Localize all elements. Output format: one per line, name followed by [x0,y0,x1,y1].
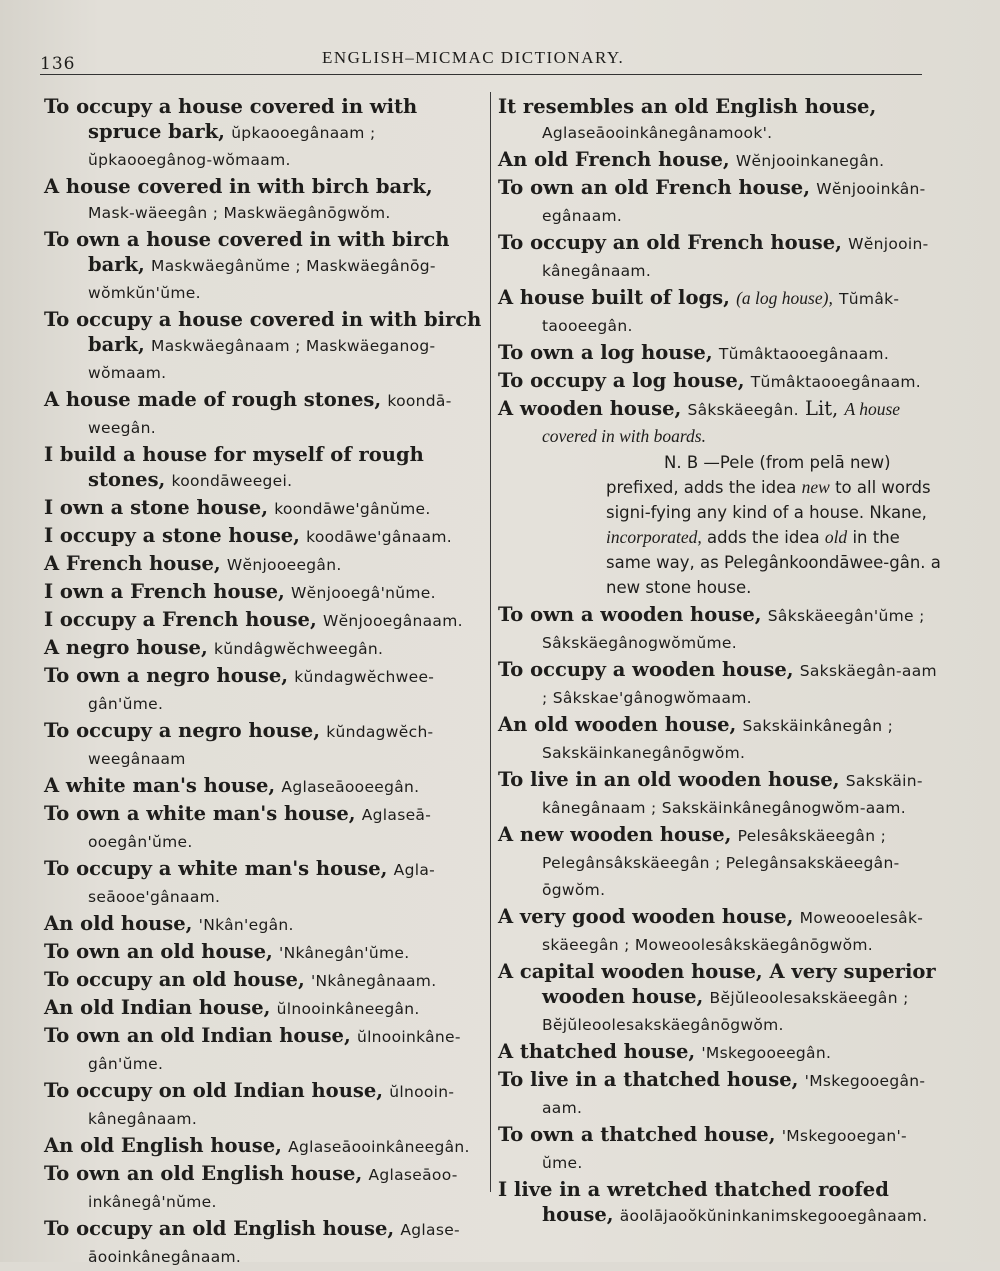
entry-micmac: Wĕnjooegânaam. [322,612,463,630]
dictionary-entry [44,1078,484,1132]
entry-headword: An old Indian house, [44,996,271,1019]
dictionary-entry [498,285,944,339]
page-number: 136 [40,54,76,74]
entry-headword: To own an old English house, [44,1162,363,1185]
entry-micmac: Sâkskäeegân. [687,401,799,419]
header-rule [40,74,922,75]
entry-micmac: koodāwe'gânaam. [306,528,453,546]
entry-micmac: ŭlnooinkâneegân. [276,1000,420,1018]
dictionary-entry [498,175,944,229]
entry-headword: To own a wooden house, [498,603,762,626]
entry-headword: A negro house, [44,636,208,659]
entry-headword: An old house, [44,912,193,935]
entry-micmac: Tŭmâktaooegânaam. [718,345,890,363]
entry-micmac: Tŭmâk-taooeegân. [542,290,900,335]
entry-headword: To own a negro house, [44,664,289,687]
entry-headword: To occupy an old English house, [44,1217,395,1240]
entry-gloss: (a log house), [736,288,833,308]
dictionary-entry [498,396,944,449]
dictionary-entry [44,1161,484,1215]
entry-micmac: Agla-seāooe'gânaam. [88,861,436,906]
entry-headword: To occupy a house covered in with birch bark, [44,308,482,356]
entry-headword: A house made of rough stones, [44,388,382,411]
entry-headword: To own a house covered in with birch bark, [44,228,450,276]
entry-micmac: 'Mskegooegân-aam. [542,1072,926,1117]
entry-micmac: kŭndâgwĕchweegân. [213,640,384,658]
entry-micmac: kŭndagwĕchwee-gân'ŭme. [88,668,435,713]
dictionary-entry [498,712,944,766]
dictionary-entry [498,1177,944,1229]
entry-micmac: Aglaseāooinkâneegân. [288,1138,470,1156]
entry-micmac: Aglaseā-ooegân'ŭme. [88,806,432,851]
dictionary-entry [44,94,484,173]
dictionary-entry [44,718,484,772]
left-column [44,94,484,1271]
dictionary-entry [498,94,944,146]
entry-headword: I own a stone house, [44,496,268,519]
entry-micmac: Wĕnjooeegân. [226,556,342,574]
entry-note: Lit, [805,397,839,420]
entry-headword: To own an old French house, [498,176,810,199]
dictionary-entry [44,495,484,522]
entry-micmac: Bĕjŭleoolesakskäeegân ; Bĕjŭleoolesakskäegânōgwŏm. [542,989,909,1034]
dictionary-entry [44,442,484,494]
entry-micmac: ŭlnooinkâne-gân'ŭme. [88,1028,461,1073]
entry-headword: A white man's house, [44,774,276,797]
entry-headword: An old English house, [44,1134,282,1157]
dictionary-entry [498,1039,944,1066]
entry-headword: To occupy on old Indian house, [44,1079,384,1102]
entry-micmac: 'Nkânegânaam. [310,972,437,990]
entry-micmac: koondāweegei. [171,472,293,490]
entry-micmac: 'Mskegooegan'-ŭme. [542,1127,907,1172]
entry-micmac: 'Nkân'egân. [198,916,294,934]
dictionary-entry [498,230,944,284]
dictionary-entry [44,551,484,578]
dictionary-entry [44,773,484,800]
dictionary-entry [44,663,484,717]
entry-headword: To own an old Indian house, [44,1024,351,1047]
entry-micmac: Sakskäin-kânegânaam ; Sakskäinkânegânogwŏm-aam. [542,772,923,817]
entry-micmac: Aglaseāoo-inkânegâ'nŭme. [88,1166,458,1211]
entry-micmac: Sakskäinkânegân ; Sakskäinkanegânōgwŏm. [542,717,894,762]
right-entries-bottom [498,602,944,1229]
page-header [0,44,1000,74]
entry-headword: A house built of logs, [498,286,730,309]
entry-headword: To occupy a white man's house, [44,857,388,880]
dictionary-entry [44,227,484,306]
dictionary-entry [44,1023,484,1077]
dictionary-entry [498,368,944,395]
entry-micmac: 'Nkânegân'ŭme. [279,944,410,962]
entry-headword: I occupy a stone house, [44,524,300,547]
entry-micmac: Aglase-āooinkânegânaam. [88,1221,460,1266]
dictionary-entry [44,856,484,910]
entry-headword: A new wooden house, [498,823,732,846]
dictionary-entry [44,387,484,441]
entry-micmac: Maskwäegânŭme ; Maskwäegânōg-wŏmkŭn'ŭme. [88,257,436,302]
entry-headword: To own an old house, [44,940,273,963]
entry-headword: A thatched house, [498,1040,696,1063]
entry-headword: To live in an old wooden house, [498,768,840,791]
entry-headword: An old wooden house, [498,713,737,736]
entry-micmac: Moweooelesâk-skäeegân ; Moweoolesâkskäegânōgwŏm. [542,909,924,954]
dictionary-entry [44,801,484,855]
entry-headword: An old French house, [498,148,730,171]
entry-micmac: Mask-wäeegân ; Maskwäegânōgwŏm. [88,204,391,222]
dictionary-entry [44,523,484,550]
usage-note: N. B —Pele (from pelā new) prefixed, adds the idea new to all words signi-fying any kind of a house. Nkane, incorporated, adds the idea old in the same way, as Pelegânkoondāwee-gân. a new stone house. [606,453,941,597]
dictionary-entry [498,147,944,174]
entry-literal: A house covered in with boards. [542,399,901,446]
dictionary-entry [44,995,484,1022]
entry-micmac: Sâkskäeegân'ŭme ; Sâkskäegânogwŏmŭme. [542,607,925,652]
entry-micmac: Wĕnjooin-kânegânaam. [542,235,929,280]
dictionary-entry [498,767,944,821]
entry-headword: To occupy a log house, [498,369,745,392]
entry-headword: To own a white man's house, [44,802,356,825]
entry-headword: To occupy an old French house, [498,231,842,254]
dictionary-entry [44,635,484,662]
entry-micmac: äoolājaoŏkŭninkanimskegooegânaam. [619,1207,928,1225]
right-entries-top [498,94,944,449]
entry-headword: I own a French house, [44,580,285,603]
dictionary-entry [44,579,484,606]
entry-headword: To own a log house, [498,341,713,364]
dictionary-entry [44,939,484,966]
entry-headword: I live in a wretched thatched roofed house, [498,1178,889,1226]
entry-headword: To own a thatched house, [498,1123,776,1146]
entry-headword: A wooden house, [498,397,682,420]
entry-headword: A house covered in with birch bark, [44,175,433,198]
running-head: ENGLISH–MICMAC DICTIONARY. [322,48,625,67]
entry-micmac: koondā-weegân. [88,392,452,437]
dictionary-entry [44,307,484,386]
entry-headword: To occupy a wooden house, [498,658,794,681]
right-column [498,94,944,1230]
entry-headword: A capital wooden house, A very superior wooden house, [498,960,936,1008]
entry-micmac: 'Mskegooeegân. [701,1044,832,1062]
entry-micmac: ŭlnooin-kânegânaam. [88,1083,455,1128]
entry-micmac: Aglaseāooeegân. [281,778,420,796]
dictionary-entry [498,822,944,903]
dictionary-entry [498,340,944,367]
entry-micmac: ŭpkaooegânaam ; ŭpkaooegânog-wŏmaam. [88,124,376,169]
entry-micmac: Wĕnjooinkân-egânaam. [542,180,926,225]
entry-headword: To occupy an old house, [44,968,305,991]
dictionary-entry [44,1133,484,1160]
entry-micmac: Sakskäegân-aam ; Sâkskae'gânogwŏmaam. [542,662,937,707]
entry-headword: To live in a thatched house, [498,1068,799,1091]
entry-micmac: Wĕnjooinkanegân. [735,152,885,170]
entry-headword: It resembles an old English house, [498,95,877,118]
entry-headword: I occupy a French house, [44,608,317,631]
dictionary-entry [498,1067,944,1121]
entry-headword: To occupy a negro house, [44,719,320,742]
dictionary-entry [498,1122,944,1176]
entry-micmac: Pelesâkskäeegân ; Pelegânsâkskäeegân ; Pelegânsakskäeegân-ōgwŏm. [542,827,900,899]
dictionary-entry [498,602,944,656]
entry-micmac: kŭndagwĕch-weegânaam [88,723,434,768]
entry-micmac: koondāwe'gânŭme. [274,500,431,518]
dictionary-entry [44,174,484,226]
dictionary-entry [44,607,484,634]
entry-micmac: Wĕnjooegâ'nŭme. [291,584,436,602]
dictionary-entry [498,904,944,958]
entry-headword: I build a house for myself of rough stones, [44,443,424,491]
entry-micmac: Tŭmâktaooegânaam. [750,373,921,391]
entry-headword: A French house, [44,552,221,575]
column-divider [490,92,491,1192]
entry-headword: A very good wooden house, [498,905,794,928]
entry-headword: To occupy a house covered in with spruce bark, [44,95,418,143]
dictionary-entry [44,911,484,938]
entry-micmac: Aglaseāooinkânegânamook'. [542,124,773,142]
dictionary-entry [498,959,944,1038]
dictionary-entry [498,657,944,711]
entry-micmac: Maskwäegânaam ; Maskwäeganog-wŏmaam. [88,337,436,382]
dictionary-entry [44,967,484,994]
